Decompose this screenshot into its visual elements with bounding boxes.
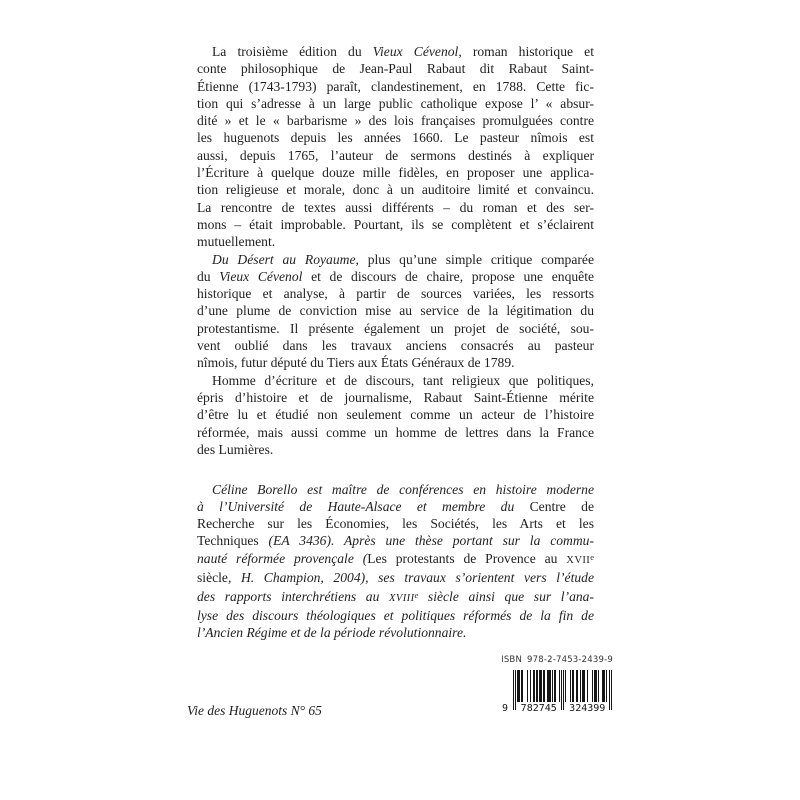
text-line [197, 78, 594, 95]
barcode-bar [513, 670, 514, 710]
text-segment: La troisième édition du [212, 44, 373, 59]
barcode-bar [565, 670, 566, 702]
barcode-bar [572, 670, 574, 702]
text-segment: , roman historique et [458, 44, 594, 59]
barcode-bar [521, 670, 523, 702]
text-line [197, 285, 594, 302]
collection-series-label: Vie des Huguenots N° 65 [187, 703, 322, 718]
barcode-bar [609, 670, 610, 710]
text-column [197, 43, 594, 642]
barcode-bar [587, 670, 588, 702]
text-line [197, 608, 594, 625]
barcode-bar [602, 670, 605, 702]
isbn-label: ISBN [501, 655, 523, 665]
barcode-system-digit: 9 [502, 703, 509, 714]
text-segment: nauté réformée provençale ( [197, 551, 368, 567]
text-segment: épris d’histoire et de journalisme, Rabaut Saint-Étienne mérite [197, 389, 594, 405]
text-segment: l’Écriture à quelque douze mille fidèles, en proposer une applica- [197, 165, 594, 181]
barcode-bar [594, 670, 597, 702]
barcode-bar [582, 670, 585, 702]
text-line [197, 112, 594, 129]
text-segment: Les protestants de Provence au [367, 551, 567, 567]
text-line [197, 60, 594, 77]
text-segment: Techniques [197, 532, 269, 548]
text-segment: à l’Université de Haute-Alsace et membre du [197, 498, 530, 514]
text-segment: les huguenots depuis les années 1660. Le pasteur nîmois est [197, 130, 594, 146]
text-line [197, 302, 594, 319]
text-segment: du [197, 268, 220, 284]
text-segment: vent oublié dans les travaux anciens consacrés au pasteur [197, 338, 594, 354]
barcode-bar [527, 670, 528, 702]
text-segment: tion qui s’adresse à un large public catholique expose l’ « absur- [197, 95, 594, 111]
text-line [197, 233, 594, 250]
barcode-bar [563, 670, 564, 710]
barcode-digits-left: 782745 [517, 702, 560, 715]
text-line [197, 354, 594, 371]
barcode-bar [598, 670, 599, 702]
text-segment: e [414, 590, 419, 601]
text-line [197, 251, 594, 268]
text-segment: d’une plume de conviction mise au service de la légitimation du [197, 303, 594, 319]
isbn-number: 978-2-7453-2439-9 [527, 655, 613, 665]
isbn-line [413, 655, 613, 665]
barcode-digits-right: 324399 [566, 702, 609, 715]
text-segment: e [590, 552, 594, 563]
text-segment: Étienne (1743-1793) paraît, clandestinement, en 1788. Cette fic- [197, 78, 594, 94]
text-segment: des Lumières. [197, 441, 274, 457]
text-segment: tion religieuse et morale, donc à un auditoire limité et convaincu. [197, 182, 594, 198]
text-line [197, 570, 594, 587]
text-segment: XVIII [389, 593, 415, 605]
text-segment: (EA 3436). Après une thèse portant sur la commu- [268, 532, 594, 548]
text-line [197, 587, 594, 608]
barcode-bar [533, 670, 535, 702]
barcode-bar [611, 670, 612, 710]
text-segment: d’être lu et étudié non seulement comme un acteur de l’histoire [197, 407, 594, 423]
barcode-bar [517, 670, 520, 702]
text-line [197, 482, 594, 499]
text-segment: l’Ancien Régime et de la période révolutionnaire. [197, 624, 467, 640]
text-line [197, 181, 594, 198]
barcode-bar [606, 670, 607, 702]
text-line [197, 516, 594, 533]
text-segment: Vieux Cévenol [372, 44, 459, 59]
text-line [197, 499, 594, 516]
text-segment: siècle ainsi que sur l’ana- [418, 589, 594, 605]
text-segment: Centre de [529, 498, 594, 514]
barcode-bar [561, 670, 562, 710]
text-segment: des rapports interchrétiens au [197, 589, 390, 605]
barcode-bar [592, 670, 593, 702]
text-line [197, 389, 594, 406]
barcode-bar [515, 670, 516, 710]
text-line [197, 441, 594, 458]
text-line [197, 164, 594, 181]
barcode-bar [543, 670, 545, 702]
text-segment: mutuellement. [197, 234, 276, 250]
text-segment: réformée, mais aussi comme un homme de lettres dans la France [197, 424, 594, 440]
text-line [197, 337, 594, 354]
text-segment: protestantisme. Il présente également un projet de société, sou- [197, 320, 594, 336]
barcode-bar [580, 670, 581, 702]
text-line [197, 43, 594, 60]
text-line [197, 199, 594, 216]
text-segment: dité » et le « barbarisme » des lois françaises promulguées contre [197, 113, 594, 129]
text-segment: mons – était improbable. Pourtant, ils se complètent et s’éclairent [197, 216, 594, 232]
text-line [197, 549, 594, 570]
text-line [197, 424, 594, 441]
text-segment: Recherche sur les Économies, les Sociétés, les Arts et les [197, 515, 594, 531]
text-segment: Homme d’écriture et de discours, tant religieux que politiques, [212, 372, 594, 388]
text-segment: Du Désert au Royaume [212, 251, 356, 267]
synopsis-text [197, 43, 594, 458]
text-segment: siècle, [197, 570, 241, 586]
barcode-bar [547, 670, 550, 702]
barcode-bar [552, 670, 553, 702]
text-segment: aussi, depuis 1765, l’auteur de sermons destinés à expliquer [197, 147, 594, 163]
text-line [197, 406, 594, 423]
barcode-bar [536, 670, 538, 702]
text-line [197, 533, 594, 550]
text-line [197, 320, 594, 337]
text-line [197, 95, 594, 112]
barcode-bar [539, 670, 542, 702]
text-segment: Céline Borello est maître de conférences en histoire moderne [212, 482, 594, 498]
text-segment: H. Champion, 2004), ses travaux s’orientent vers l’étude [240, 570, 594, 586]
text-segment: nîmois, futur député du Tiers aux États Généraux de 1789. [197, 355, 515, 371]
barcode-bar [554, 670, 556, 702]
text-segment: lyse des discours théologiques et politiques réformés de la fin de [197, 608, 594, 624]
text-segment: XVII [566, 555, 591, 567]
text-segment: La rencontre de textes aussi différents – du roman et des ser- [197, 199, 594, 215]
text-segment: Vieux Cévenol [219, 268, 303, 284]
barcode-bar [530, 670, 531, 702]
text-line [197, 268, 594, 285]
text-line [197, 216, 594, 233]
text-segment: conte philosophique de Jean-Paul Rabaut dit Rabaut Saint- [197, 61, 594, 77]
text-line [197, 372, 594, 389]
author-bio-text [197, 482, 594, 642]
barcode-bar [570, 670, 571, 702]
barcode-bar [576, 670, 578, 702]
text-line [197, 129, 594, 146]
text-segment: historique et analyse, à partir de sources variées, les ressorts [197, 286, 594, 302]
text-line [197, 147, 594, 164]
text-line [197, 625, 594, 642]
text-segment: et de discours de chaire, propose une enquête [302, 268, 595, 284]
ean-barcode [502, 670, 612, 717]
text-segment: , plus qu’une simple critique comparée [355, 251, 594, 267]
barcode-bar [559, 670, 560, 702]
